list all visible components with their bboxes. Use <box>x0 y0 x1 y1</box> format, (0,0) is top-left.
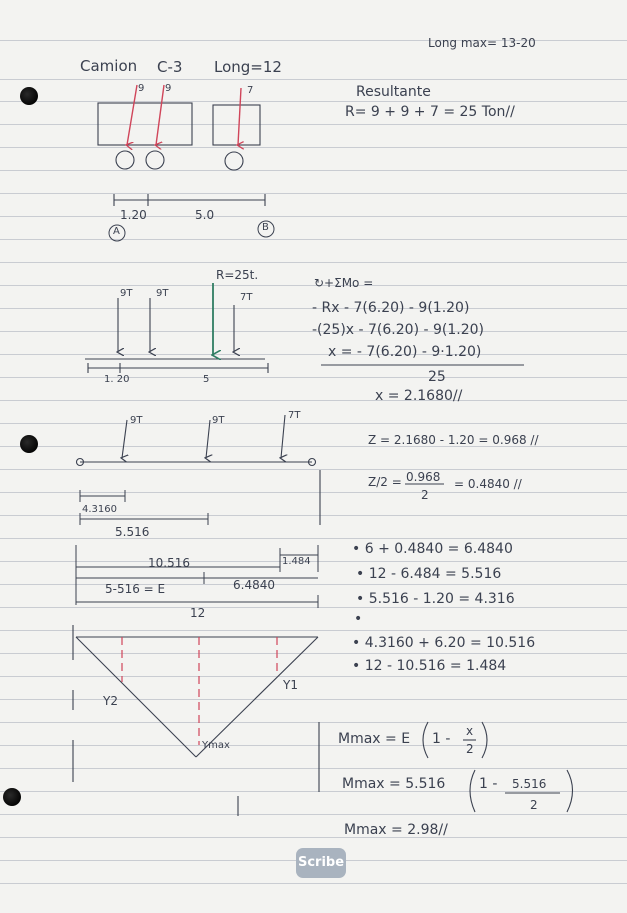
calc-line-6: • 12 - 10.516 = 1.484 <box>352 658 507 674</box>
z-half-result: = 0.4840 // <box>454 477 522 491</box>
dim-1484: 1.484 <box>282 556 311 567</box>
free-body-diagram <box>85 298 268 373</box>
fbd-load-2: 9T <box>156 288 169 299</box>
mmax-sub-lhs: Mmax = 5.516 <box>342 776 446 792</box>
x-result: x = 2.1680// <box>375 388 463 404</box>
calc-line-1: • 6 + 0.4840 = 6.4840 <box>352 541 513 557</box>
beam-load-2: 9T <box>212 415 225 426</box>
truck-load-3: 7 <box>247 85 254 96</box>
beam-load-1: 9T <box>130 415 143 426</box>
dim-4316: 4.3160 <box>82 504 117 515</box>
camion-type: C-3 <box>157 58 183 76</box>
mmax-formula-den: 2 <box>466 742 474 756</box>
truck-load-2: 9 <box>165 83 172 94</box>
moment-line-3: x = - 7(6.20) - 9·1.20) <box>328 344 482 360</box>
calc-line-4: • <box>354 611 363 627</box>
camion-label: Camion <box>80 57 138 75</box>
scribe-logo[interactable]: Scribe <box>296 848 346 878</box>
fbd-load-1: 9T <box>120 288 133 299</box>
fbd-distance-1: 1. 20 <box>104 374 130 385</box>
moment-denominator: 25 <box>428 369 446 385</box>
calc-line-3: • 5.516 - 1.20 = 4.316 <box>356 591 515 607</box>
truck-sketch <box>98 103 260 170</box>
resultante-title: Resultante <box>356 84 431 100</box>
resultante-equation: R= 9 + 9 + 7 = 25 Ton// <box>345 104 515 120</box>
moment-line-2: -(25)x - 7(6.20) - 9(1.20) <box>312 322 484 338</box>
z-half-numerator: 0.968 <box>406 470 441 484</box>
dim-5516: 5.516 <box>115 525 150 539</box>
moment-header: ↻+ΣMo = <box>314 276 374 290</box>
mmax-formula-one-minus: 1 - <box>432 731 451 747</box>
y2-label: Y2 <box>103 694 118 708</box>
long-max: Long max= 13-20 <box>428 36 536 50</box>
spacing-d2: 5.0 <box>195 208 215 222</box>
beam-load-3: 7T <box>288 410 301 421</box>
calc-line-2: • 12 - 6.484 = 5.516 <box>356 566 502 582</box>
mmax-sub-den: 2 <box>530 798 538 812</box>
mmax-result: Mmax = 2.98// <box>344 822 448 838</box>
fbd-distance-2: 5 <box>203 374 210 385</box>
dim-10516: 10.516 <box>148 556 190 570</box>
truck-load-1: 9 <box>138 83 145 94</box>
influence-line-diagram <box>73 625 319 816</box>
mmax-formula-num: x <box>466 724 474 738</box>
point-b-label: B <box>262 222 269 233</box>
truck-load-arrows <box>127 85 241 145</box>
dim-12: 12 <box>190 606 206 620</box>
dim-e: 5-516 = E <box>105 582 166 596</box>
ymax-label: Ymax <box>202 740 230 751</box>
z-half-label: Z/2 = <box>368 475 402 489</box>
mmax-sub-one-minus: 1 - <box>479 776 498 792</box>
z-half-denominator: 2 <box>421 488 429 502</box>
mmax-formula-lhs: Mmax = E <box>338 731 411 747</box>
fbd-load-3: 7T <box>240 292 253 303</box>
point-a-label: A <box>113 226 120 237</box>
y1-label: Y1 <box>283 678 298 692</box>
spacing-d1: 1.20 <box>120 208 147 222</box>
axle-spacing-line <box>114 194 265 206</box>
camion-length: Long=12 <box>214 58 282 76</box>
calc-line-5: • 4.3160 + 6.20 = 10.516 <box>352 635 536 651</box>
resultant-label: R=25t. <box>216 268 259 282</box>
z-equation: Z = 2.1680 - 1.20 = 0.968 // <box>368 433 539 447</box>
dim-64840: 6.4840 <box>233 578 275 592</box>
moment-line-1: - Rx - 7(6.20) - 9(1.20) <box>312 300 470 316</box>
mmax-sub-num: 5.516 <box>512 777 547 791</box>
influence-ordinates <box>122 637 277 745</box>
